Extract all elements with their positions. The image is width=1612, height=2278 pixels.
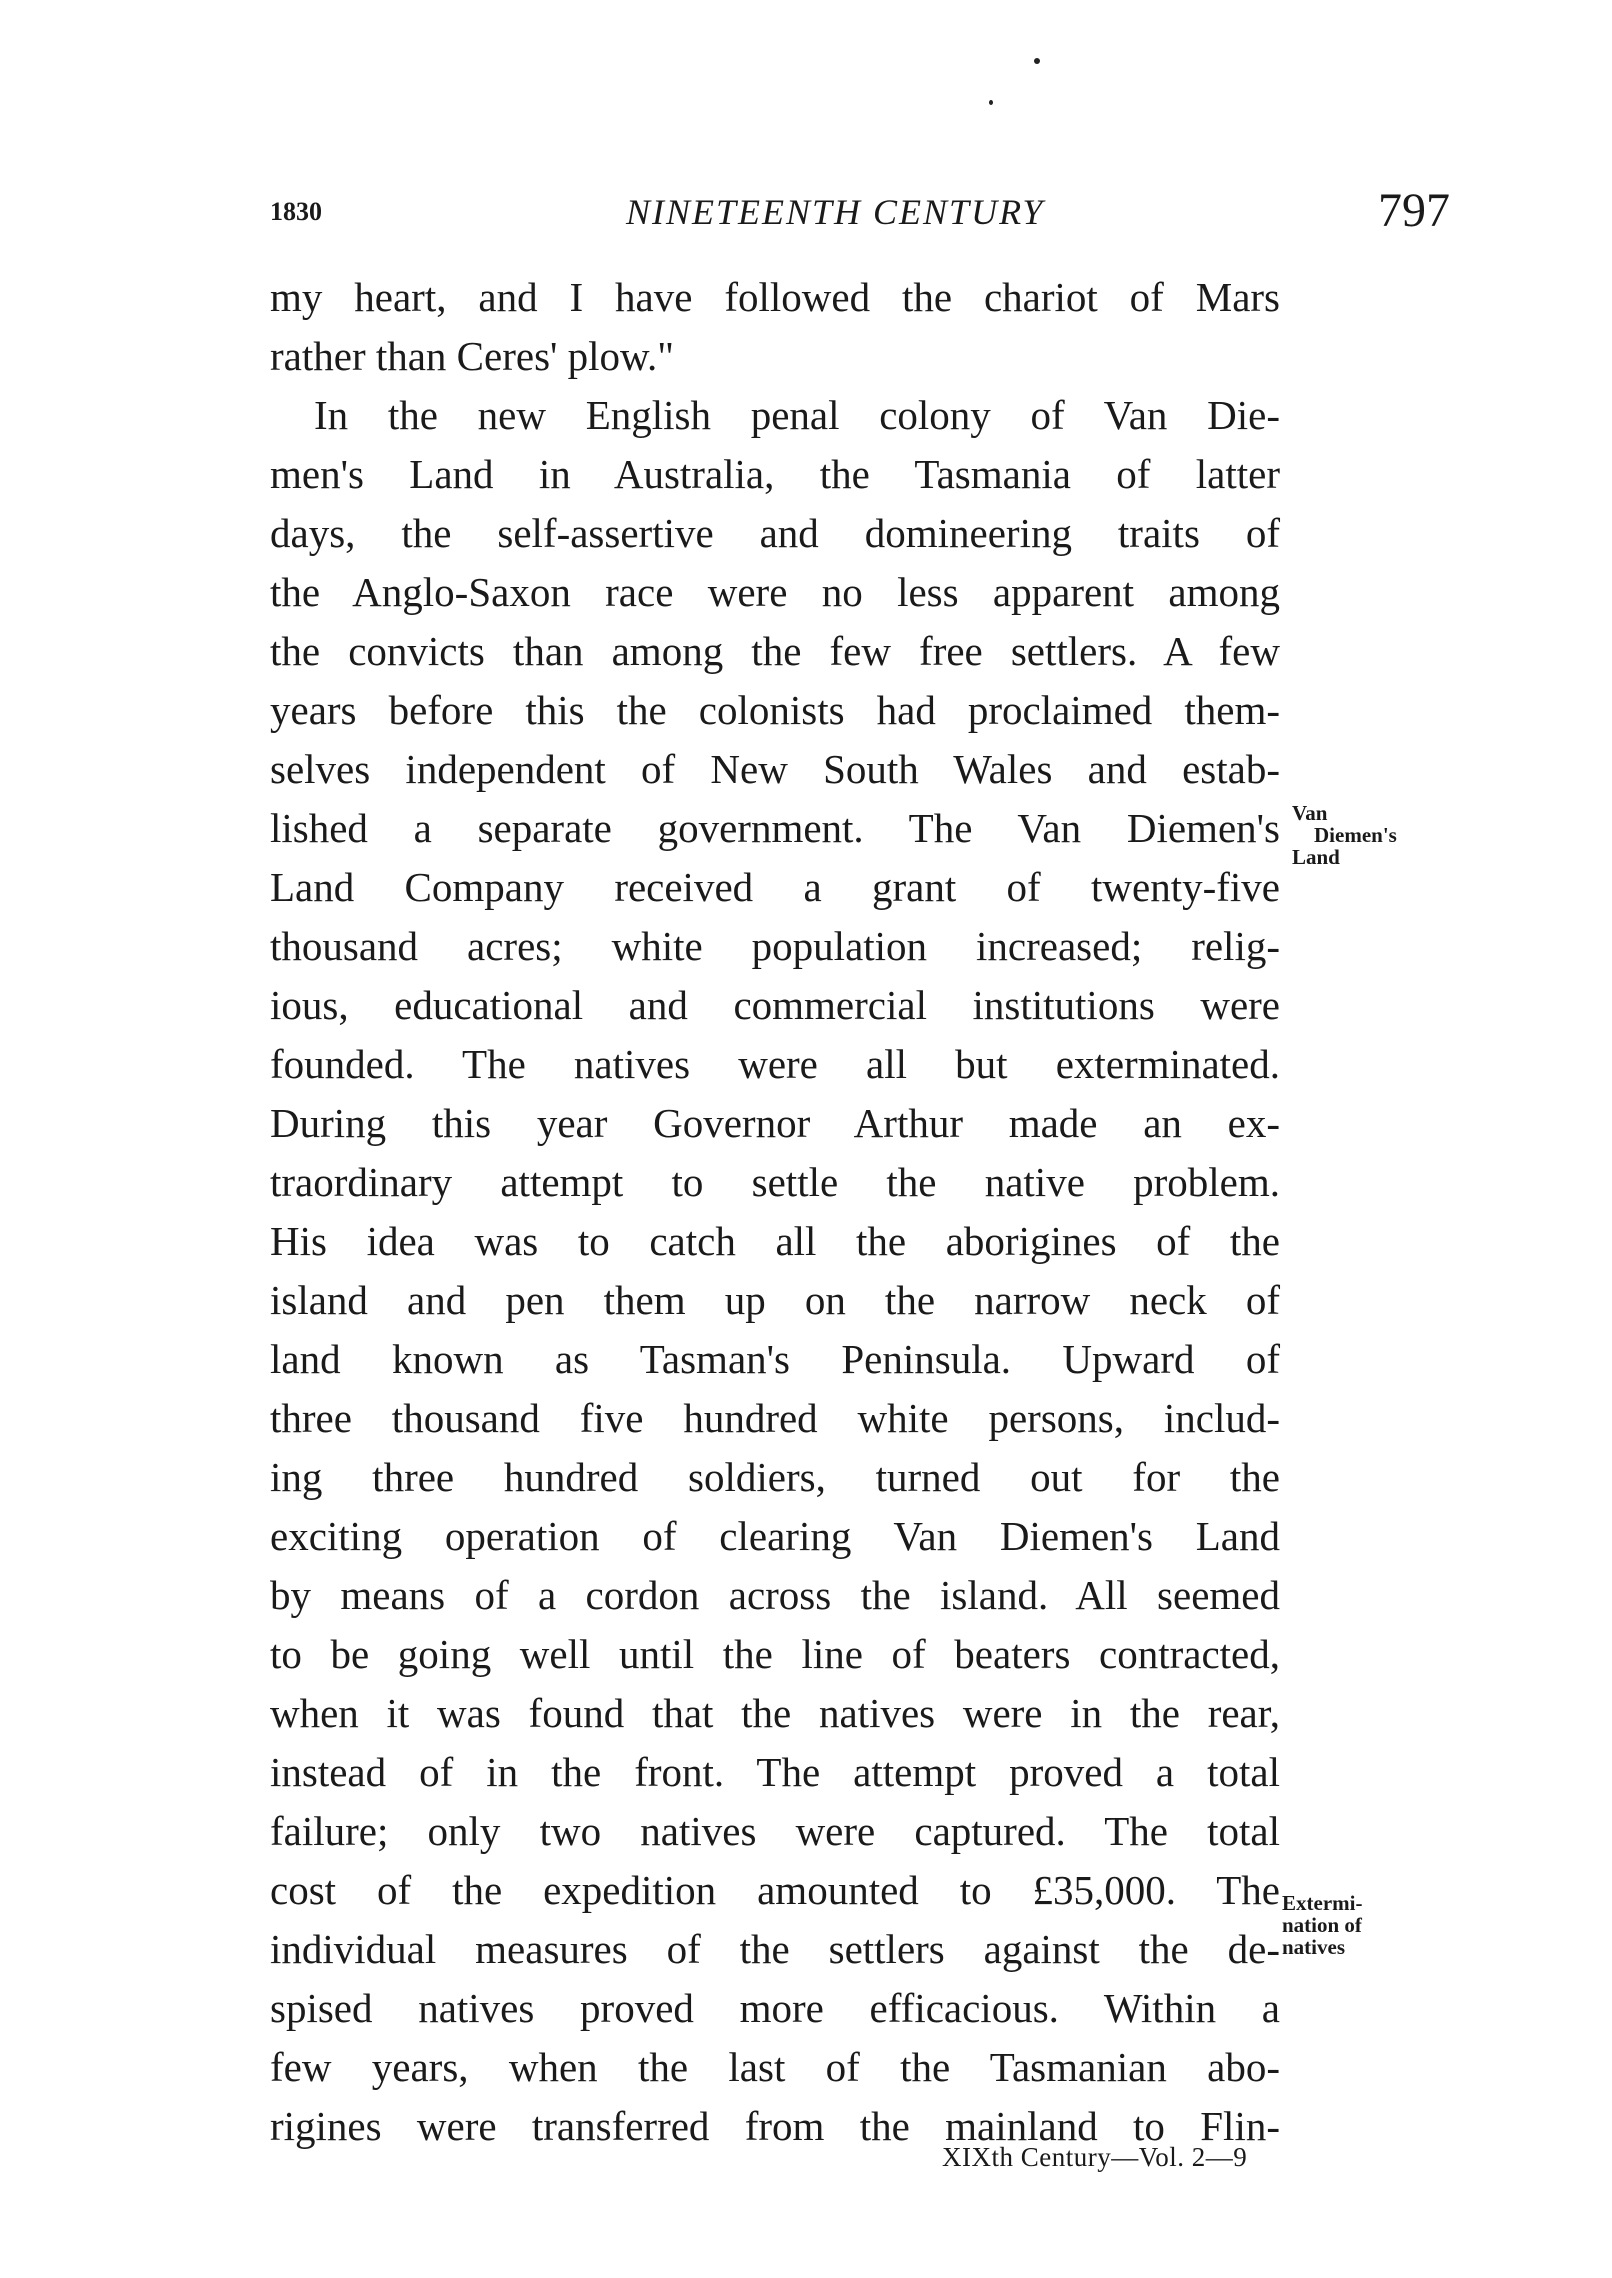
text-line: the Anglo-Saxon race were no less apparent among [270,569,1280,615]
sidenote-line: natives [1282,1935,1345,1959]
signature-mark: XIXth Century—Vol. 2—9 [942,2142,1248,2172]
text-line: His idea was to catch all the aborigines of the [270,1218,1280,1264]
text-line: In the new English penal colony of Van Die- [314,392,1280,438]
text-line: ious, educational and commercial institutions were [270,982,1280,1028]
text-line: land known as Tasman's Peninsula. Upward of [270,1336,1280,1382]
text-line: ing three hundred soldiers, turned out for the [270,1454,1280,1500]
sidenote-extermination [1282,1892,1362,1958]
text-line: failure; only two natives were captured. The total [270,1808,1280,1854]
sidenote-line: Land [1292,845,1340,869]
ink-speck [1034,58,1040,64]
text-line: my heart, and I have followed the chariot of Mars [270,274,1280,320]
text-line: founded. The natives were all but exterminated. [270,1041,1280,1087]
sidenote-line: Diemen's [1314,823,1397,847]
body-text [270,268,1280,2156]
page-title: NINETEENTH CENTURY [626,192,1045,232]
sidenote-line: nation of [1282,1913,1362,1937]
text-line: three thousand five hundred white persons, includ- [270,1395,1280,1441]
page-number: 797 [1378,184,1450,237]
text-line: individual measures of the settlers against the de- [270,1926,1280,1972]
text-line: men's Land in Australia, the Tasmania of latter [270,451,1280,497]
text-line: by means of a cordon across the island. All seemed [270,1572,1280,1618]
text-line: Land Company received a grant of twenty-five [270,864,1280,910]
ink-speck [989,100,993,105]
text-line: cost of the expedition amounted to £35,000. The [270,1867,1280,1913]
header-year: 1830 [270,197,322,226]
text-line: instead of in the front. The attempt proved a total [270,1749,1280,1795]
running-head [270,185,1450,245]
text-line: when it was found that the natives were in the rear, [270,1690,1280,1736]
text-line: rather than Ceres' plow." [270,333,674,379]
text-line: days, the self-assertive and domineering traits of [270,510,1280,556]
text-line: years before this the colonists had proclaimed them- [270,687,1280,733]
text-line: spised natives proved more efficacious. Within a [270,1985,1280,2031]
text-line: lished a separate government. The Van Diemen's [270,805,1280,851]
text-line: island and pen them up on the narrow neck of [270,1277,1280,1323]
text-line: few years, when the last of the Tasmanian abo- [270,2044,1280,2090]
text-line: the convicts than among the few free settlers. A few [270,628,1280,674]
text-line: thousand acres; white population increased; relig- [270,923,1280,969]
text-line: rigines were transferred from the mainland to Flin- [270,2103,1280,2149]
sidenote-line: Van [1292,801,1328,825]
sidenote-line: Extermi- [1282,1891,1363,1915]
text-line: exciting operation of clearing Van Diemen's Land [270,1513,1280,1559]
text-line: traordinary attempt to settle the native problem. [270,1159,1280,1205]
text-line: selves independent of New South Wales and estab- [270,746,1280,792]
text-line: During this year Governor Arthur made an ex- [270,1100,1280,1146]
text-line: to be going well until the line of beaters contracted, [270,1631,1280,1677]
sidenote-van-diemens-land [1292,802,1397,868]
